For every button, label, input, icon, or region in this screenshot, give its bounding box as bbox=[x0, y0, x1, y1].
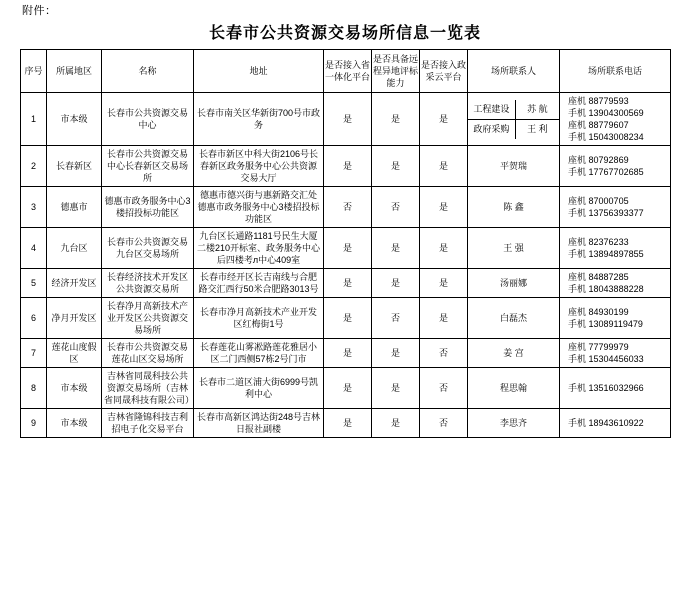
cell-address: 长春莲花山雾凇路莲花雅居小区二门西侧57栋2号门市 bbox=[194, 339, 324, 368]
cell-address: 长春市高新区鸿达街248号吉林日报社副楼 bbox=[194, 409, 324, 438]
cell-provincial-platform: 是 bbox=[324, 146, 372, 187]
document-page bbox=[0, 4, 690, 598]
header-index: 序号 bbox=[21, 50, 47, 93]
header-name: 名称 bbox=[102, 50, 194, 93]
cell-zhengcaiyun: 是 bbox=[420, 146, 468, 187]
cell-zhengcaiyun: 否 bbox=[420, 368, 468, 409]
cell-name: 长春经济技术开发区公共资源交易所 bbox=[102, 269, 194, 298]
table-row bbox=[21, 409, 671, 438]
cell-name: 长春市公共资源交易莲花山区交易场所 bbox=[102, 339, 194, 368]
cell-contact-phone bbox=[560, 187, 671, 228]
header-address: 地址 bbox=[194, 50, 324, 93]
cell-contact-person: 李思齐 bbox=[468, 409, 560, 438]
table-row bbox=[21, 298, 671, 339]
cell-contact-person: 平贺瑞 bbox=[468, 146, 560, 187]
cell-provincial-platform: 是 bbox=[324, 93, 372, 146]
phone-type: 座机 bbox=[568, 342, 587, 352]
cell-contact-phone bbox=[560, 269, 671, 298]
table-row bbox=[21, 339, 671, 368]
cell-address: 长春市净月高新技术产业开发区红梅街1号 bbox=[194, 298, 324, 339]
cell-name: 长春净月高新技术产业开发区公共资源交易场所 bbox=[102, 298, 194, 339]
phone-number: 15043008234 bbox=[588, 132, 644, 142]
cell-address: 长春市经开区长吉南线与合肥路交汇西行50米合肥路3013号 bbox=[194, 269, 324, 298]
cell-provincial-platform: 是 bbox=[324, 269, 372, 298]
cell-address: 长春市二道区浦大街6999号凯利中心 bbox=[194, 368, 324, 409]
phone-type: 座机 bbox=[568, 96, 587, 106]
cell-address: 长春市新区中科大街2106号长春新区政务服务中心公共资源交易大厅 bbox=[194, 146, 324, 187]
cell-index: 9 bbox=[21, 409, 47, 438]
phone-type: 手机 bbox=[568, 249, 587, 259]
header-region: 所属地区 bbox=[47, 50, 102, 93]
header-contact-person: 场所联系人 bbox=[468, 50, 560, 93]
phone-type: 座机 bbox=[568, 120, 587, 130]
cell-name: 吉林省同晟科技公共资源交易场所（吉林省同晟科技有限公司） bbox=[102, 368, 194, 409]
phone-number: 18943610922 bbox=[588, 418, 644, 428]
phone-number: 88779593 bbox=[588, 96, 629, 106]
cell-region: 市本级 bbox=[47, 368, 102, 409]
phone-number: 17767702685 bbox=[588, 167, 644, 177]
cell-zhengcaiyun: 是 bbox=[420, 93, 468, 146]
table-row bbox=[21, 146, 671, 187]
cell-remote-bid: 否 bbox=[372, 187, 420, 228]
phone-type: 手机 bbox=[568, 132, 587, 142]
cell-contact-person: 陈 鑫 bbox=[468, 187, 560, 228]
venue-info-table bbox=[20, 49, 671, 438]
phone-type: 手机 bbox=[568, 319, 587, 329]
phone-type: 手机 bbox=[568, 167, 587, 177]
cell-provincial-platform: 否 bbox=[324, 187, 372, 228]
cell-name: 德惠市政务服务中心3楼招投标功能区 bbox=[102, 187, 194, 228]
cell-remote-bid: 是 bbox=[372, 146, 420, 187]
cell-index: 4 bbox=[21, 228, 47, 269]
cell-remote-bid: 是 bbox=[372, 368, 420, 409]
cell-provincial-platform: 是 bbox=[324, 298, 372, 339]
cell-region: 市本级 bbox=[47, 409, 102, 438]
cell-index: 2 bbox=[21, 146, 47, 187]
phone-number: 13756393377 bbox=[588, 208, 644, 218]
cell-region: 德惠市 bbox=[47, 187, 102, 228]
cell-name: 长春市公共资源交易九台区交易场所 bbox=[102, 228, 194, 269]
cell-index: 5 bbox=[21, 269, 47, 298]
phone-type: 手机 bbox=[568, 284, 587, 294]
cell-zhengcaiyun: 是 bbox=[420, 187, 468, 228]
phone-number: 13516032966 bbox=[588, 383, 644, 393]
cell-region: 莲花山度假区 bbox=[47, 339, 102, 368]
phone-type: 座机 bbox=[568, 272, 587, 282]
phone-type: 手机 bbox=[568, 108, 587, 118]
cell-remote-bid: 是 bbox=[372, 339, 420, 368]
phone-number: 15304456033 bbox=[588, 354, 644, 364]
header-remote-bid: 是否具备远程异地评标能力 bbox=[372, 50, 420, 93]
cell-remote-bid: 否 bbox=[372, 298, 420, 339]
cell-name: 吉林省隆锦科技吉利招电子化交易平台 bbox=[102, 409, 194, 438]
cell-region: 市本级 bbox=[47, 93, 102, 146]
cell-index: 6 bbox=[21, 298, 47, 339]
phone-number: 82376233 bbox=[588, 237, 629, 247]
table-header-row bbox=[21, 50, 671, 93]
cell-region: 经济开发区 bbox=[47, 269, 102, 298]
page-title: 长春市公共资源交易场所信息一览表 bbox=[208, 25, 481, 42]
cell-region: 长春新区 bbox=[47, 146, 102, 187]
phone-type: 座机 bbox=[568, 307, 587, 317]
contact-person: 苏 航 bbox=[515, 100, 559, 119]
cell-provincial-platform: 是 bbox=[324, 409, 372, 438]
phone-number: 77799979 bbox=[588, 342, 629, 352]
attachment-label: 附件： bbox=[22, 5, 57, 17]
cell-remote-bid: 是 bbox=[372, 228, 420, 269]
cell-contact-person: 王 强 bbox=[468, 228, 560, 269]
phone-type: 手机 bbox=[568, 383, 587, 393]
cell-remote-bid: 是 bbox=[372, 409, 420, 438]
cell-contact-phone bbox=[560, 228, 671, 269]
cell-remote-bid: 是 bbox=[372, 93, 420, 146]
cell-provincial-platform: 是 bbox=[324, 368, 372, 409]
table-row bbox=[21, 93, 671, 146]
cell-name: 长春市公共资源交易中心长春新区交易场所 bbox=[102, 146, 194, 187]
cell-address: 长春市南关区华新街700号市政务 bbox=[194, 93, 324, 146]
phone-number: 80792869 bbox=[588, 155, 629, 165]
cell-provincial-platform: 是 bbox=[324, 228, 372, 269]
phone-type: 座机 bbox=[568, 155, 587, 165]
phone-number: 84887285 bbox=[588, 272, 629, 282]
cell-contact-person: 白磊杰 bbox=[468, 298, 560, 339]
phone-type: 手机 bbox=[568, 418, 587, 428]
cell-name: 长春市公共资源交易中心 bbox=[102, 93, 194, 146]
phone-number: 88779607 bbox=[588, 120, 629, 130]
cell-index: 7 bbox=[21, 339, 47, 368]
cell-address: 九台区长通路1181号民生大厦二楼210开标室、政务服务中心后四楼考л中心409室 bbox=[194, 228, 324, 269]
cell-contact-phone bbox=[560, 146, 671, 187]
table-row bbox=[21, 187, 671, 228]
phone-type: 座机 bbox=[568, 196, 587, 206]
cell-contact-person: 汤丽娜 bbox=[468, 269, 560, 298]
cell-region: 净月开发区 bbox=[47, 298, 102, 339]
cell-region: 九台区 bbox=[47, 228, 102, 269]
phone-number: 13894897855 bbox=[588, 249, 644, 259]
cell-contact-person: 姜 宫 bbox=[468, 339, 560, 368]
header-provincial-platform: 是否接入省一体化平台 bbox=[324, 50, 372, 93]
phone-number: 13089119479 bbox=[588, 319, 643, 329]
cell-zhengcaiyun: 是 bbox=[420, 269, 468, 298]
cell-contact-phone bbox=[560, 93, 671, 146]
cell-contact-phone bbox=[560, 368, 671, 409]
phone-number: 87000705 bbox=[588, 196, 629, 206]
cell-contact-person: 程思翰 bbox=[468, 368, 560, 409]
header-zhengcaiyun: 是否接入政采云平台 bbox=[420, 50, 468, 93]
cell-index: 3 bbox=[21, 187, 47, 228]
phone-type: 手机 bbox=[568, 208, 587, 218]
cell-provincial-platform: 是 bbox=[324, 339, 372, 368]
contact-role: 政府采购 bbox=[473, 124, 510, 134]
cell-contact-phone bbox=[560, 339, 671, 368]
header-contact-phone: 场所联系电话 bbox=[560, 50, 671, 93]
cell-contact-phone bbox=[560, 409, 671, 438]
cell-zhengcaiyun: 是 bbox=[420, 228, 468, 269]
cell-zhengcaiyun: 否 bbox=[420, 409, 468, 438]
contact-person: 王 利 bbox=[515, 120, 559, 139]
phone-type: 座机 bbox=[568, 237, 587, 247]
phone-number: 13904300569 bbox=[588, 108, 644, 118]
cell-remote-bid: 是 bbox=[372, 269, 420, 298]
phone-type: 手机 bbox=[568, 354, 587, 364]
table-row bbox=[21, 368, 671, 409]
cell-zhengcaiyun: 否 bbox=[420, 339, 468, 368]
cell-zhengcaiyun: 是 bbox=[420, 298, 468, 339]
table-row bbox=[21, 228, 671, 269]
table-body bbox=[21, 93, 671, 438]
phone-number: 18043888228 bbox=[588, 284, 644, 294]
cell-contact-phone bbox=[560, 298, 671, 339]
cell-index: 1 bbox=[21, 93, 47, 146]
cell-contact-person bbox=[468, 93, 560, 146]
cell-index: 8 bbox=[21, 368, 47, 409]
cell-address: 德惠市德兴街与惠新路交汇处德惠市政务服务中心3楼招投标功能区 bbox=[194, 187, 324, 228]
phone-number: 84930199 bbox=[588, 307, 629, 317]
contact-role: 工程建设 bbox=[473, 104, 510, 114]
table-row bbox=[21, 269, 671, 298]
